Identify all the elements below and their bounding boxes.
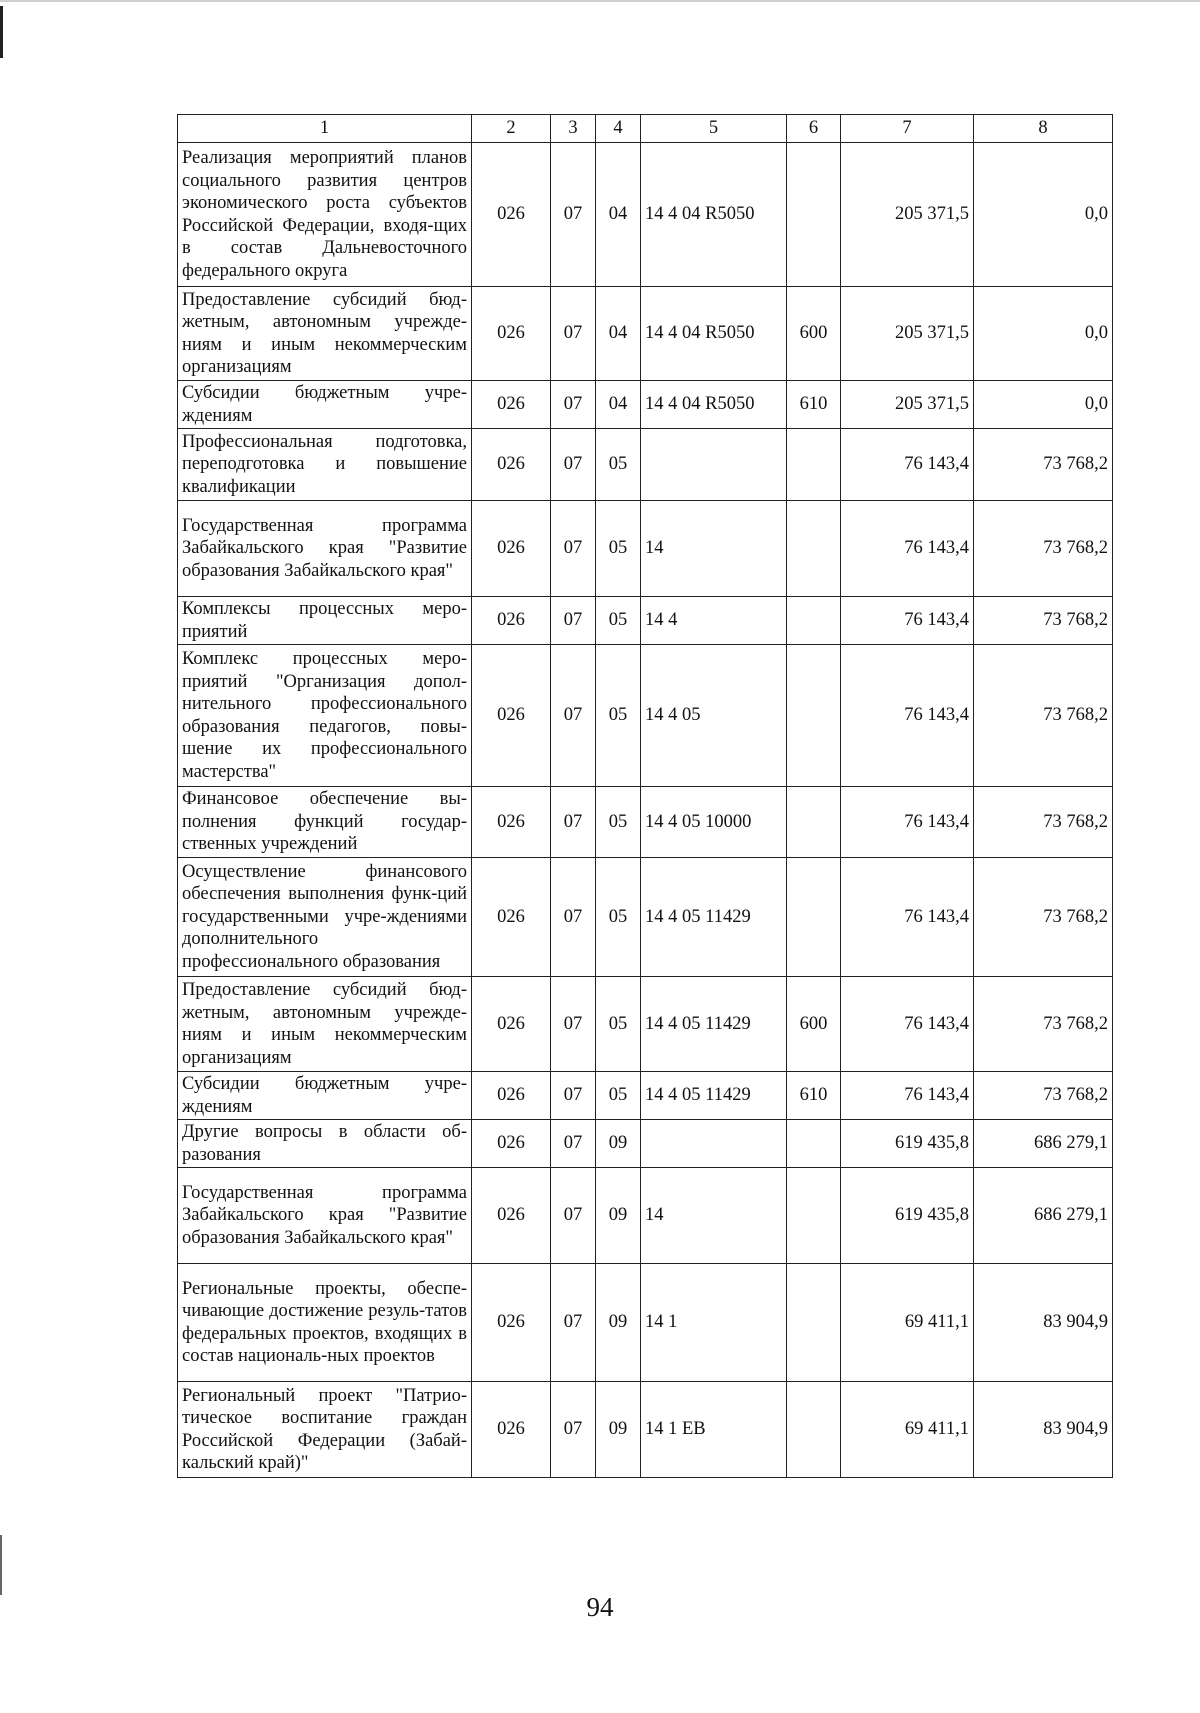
cell-target-article: 14 4 05: [641, 645, 787, 787]
cell-expense-type: 600: [787, 977, 841, 1072]
cell-ministry-code: 026: [472, 1168, 551, 1264]
cell-amount-year1: 76 143,4: [841, 787, 974, 858]
cell-amount-year1: 619 435,8: [841, 1168, 974, 1264]
table-row: [178, 858, 1113, 977]
table-row: [178, 1120, 1113, 1168]
cell-expense-type: [787, 501, 841, 597]
cell-amount-year2: 0,0: [974, 143, 1113, 287]
cell-ministry-code: 026: [472, 787, 551, 858]
cell-amount-year2: 73 768,2: [974, 429, 1113, 501]
cell-expense-type: [787, 645, 841, 787]
cell-amount-year2: 0,0: [974, 287, 1113, 381]
column-header: 4: [596, 115, 641, 143]
cell-expense-type: [787, 597, 841, 645]
cell-target-article: 14 4 04 R5050: [641, 143, 787, 287]
cell-amount-year2: 73 768,2: [974, 858, 1113, 977]
cell-section: 07: [551, 287, 596, 381]
cell-subsection: 09: [596, 1382, 641, 1478]
row-name: Комплекс процессных меро-приятий "Организация допол-нительного профессионального образования педагогов, повы-шение их профессионального мастерства": [178, 645, 472, 787]
cell-ministry-code: 026: [472, 1264, 551, 1382]
cell-section: 07: [551, 977, 596, 1072]
cell-amount-year1: 205 371,5: [841, 381, 974, 429]
row-name: Финансовое обеспечение вы-полнения функций государ-ственных учреждений: [178, 787, 472, 858]
cell-target-article: 14: [641, 1168, 787, 1264]
cell-ministry-code: 026: [472, 1072, 551, 1120]
cell-target-article: 14 4 05 10000: [641, 787, 787, 858]
row-name: Осуществление финансового обеспечения выполнения функ-ций государственными учре-ждениями дополнительного профессионального образования: [178, 858, 472, 977]
cell-amount-year1: 76 143,4: [841, 597, 974, 645]
cell-section: 07: [551, 1120, 596, 1168]
table-row: [178, 1072, 1113, 1120]
column-header: 5: [641, 115, 787, 143]
cell-expense-type: 610: [787, 1072, 841, 1120]
cell-amount-year1: 76 143,4: [841, 977, 974, 1072]
cell-target-article: 14 1 EB: [641, 1382, 787, 1478]
cell-expense-type: [787, 143, 841, 287]
cell-amount-year2: 83 904,9: [974, 1264, 1113, 1382]
cell-section: 07: [551, 1072, 596, 1120]
cell-expense-type: [787, 858, 841, 977]
cell-ministry-code: 026: [472, 287, 551, 381]
cell-subsection: 04: [596, 381, 641, 429]
cell-target-article: 14 4 05 11429: [641, 858, 787, 977]
cell-subsection: 04: [596, 287, 641, 381]
column-header: 2: [472, 115, 551, 143]
cell-ministry-code: 026: [472, 381, 551, 429]
table-row: [178, 501, 1113, 597]
cell-section: 07: [551, 429, 596, 501]
row-name: Субсидии бюджетным учре-ждениям: [178, 381, 472, 429]
cell-amount-year2: 686 279,1: [974, 1120, 1113, 1168]
page-number: 94: [586, 1592, 614, 1622]
cell-section: 07: [551, 1264, 596, 1382]
cell-amount-year2: 73 768,2: [974, 1072, 1113, 1120]
cell-expense-type: [787, 1120, 841, 1168]
row-name: Предоставление субсидий бюд-жетным, автономным учрежде-ниям и иным некоммерческим организациям: [178, 977, 472, 1072]
cell-expense-type: 610: [787, 381, 841, 429]
cell-ministry-code: 026: [472, 143, 551, 287]
cell-ministry-code: 026: [472, 501, 551, 597]
cell-section: 07: [551, 1382, 596, 1478]
table-row: [178, 1168, 1113, 1264]
row-name: Другие вопросы в области об-разования: [178, 1120, 472, 1168]
cell-amount-year1: 76 143,4: [841, 645, 974, 787]
cell-subsection: 05: [596, 645, 641, 787]
table-row: [178, 597, 1113, 645]
cell-subsection: 05: [596, 501, 641, 597]
table-row: [178, 1382, 1113, 1478]
column-header: 6: [787, 115, 841, 143]
cell-amount-year1: 69 411,1: [841, 1264, 974, 1382]
row-name: Субсидии бюджетным учре-ждениям: [178, 1072, 472, 1120]
cell-amount-year1: 205 371,5: [841, 287, 974, 381]
cell-amount-year2: 73 768,2: [974, 597, 1113, 645]
cell-expense-type: 600: [787, 287, 841, 381]
cell-amount-year2: 0,0: [974, 381, 1113, 429]
cell-subsection: 09: [596, 1264, 641, 1382]
table-row: [178, 645, 1113, 787]
cell-amount-year2: 83 904,9: [974, 1382, 1113, 1478]
cell-amount-year1: 619 435,8: [841, 1120, 974, 1168]
page-top-edge: [0, 0, 1200, 2]
cell-section: 07: [551, 787, 596, 858]
cell-section: 07: [551, 143, 596, 287]
cell-amount-year2: 73 768,2: [974, 501, 1113, 597]
cell-target-article: [641, 429, 787, 501]
cell-expense-type: [787, 1264, 841, 1382]
cell-subsection: 09: [596, 1120, 641, 1168]
cell-amount-year2: 73 768,2: [974, 645, 1113, 787]
budget-allocation-table: [177, 114, 1113, 1478]
cell-subsection: 05: [596, 977, 641, 1072]
cell-section: 07: [551, 381, 596, 429]
table-row: [178, 1264, 1113, 1382]
cell-amount-year1: 205 371,5: [841, 143, 974, 287]
cell-subsection: 09: [596, 1168, 641, 1264]
binding-mark-bottom: [0, 1535, 2, 1595]
cell-subsection: 05: [596, 597, 641, 645]
cell-amount-year1: 76 143,4: [841, 858, 974, 977]
cell-amount-year2: 686 279,1: [974, 1168, 1113, 1264]
cell-subsection: 05: [596, 787, 641, 858]
cell-target-article: 14 4 04 R5050: [641, 381, 787, 429]
cell-section: 07: [551, 501, 596, 597]
cell-amount-year1: 76 143,4: [841, 429, 974, 501]
cell-target-article: 14 1: [641, 1264, 787, 1382]
cell-expense-type: [787, 787, 841, 858]
row-name: Предоставление субсидий бюд-жетным, автономным учрежде-ниям и иным некоммерческим организациям: [178, 287, 472, 381]
column-header: 1: [178, 115, 472, 143]
table-row: [178, 787, 1113, 858]
column-header: 7: [841, 115, 974, 143]
table-row: [178, 287, 1113, 381]
row-name: Государственная программа Забайкальского края "Развитие образования Забайкальского края": [178, 1168, 472, 1264]
table-row: [178, 381, 1113, 429]
cell-section: 07: [551, 645, 596, 787]
cell-section: 07: [551, 597, 596, 645]
cell-subsection: 05: [596, 429, 641, 501]
row-name: Профессиональная подготовка, переподготовка и повышение квалификации: [178, 429, 472, 501]
cell-section: 07: [551, 1168, 596, 1264]
cell-ministry-code: 026: [472, 645, 551, 787]
cell-subsection: 04: [596, 143, 641, 287]
table-row: [178, 977, 1113, 1072]
cell-amount-year2: 73 768,2: [974, 787, 1113, 858]
cell-amount-year1: 69 411,1: [841, 1382, 974, 1478]
cell-amount-year1: 76 143,4: [841, 1072, 974, 1120]
cell-target-article: 14 4 05 11429: [641, 1072, 787, 1120]
row-name: Региональный проект "Патрио-тическое воспитание граждан Российской Федерации (Забай-кальский край)": [178, 1382, 472, 1478]
cell-target-article: [641, 1120, 787, 1168]
column-header: 3: [551, 115, 596, 143]
cell-ministry-code: 026: [472, 858, 551, 977]
table-header-row: [178, 115, 1113, 143]
cell-target-article: 14 4 05 11429: [641, 977, 787, 1072]
cell-expense-type: [787, 1168, 841, 1264]
cell-section: 07: [551, 858, 596, 977]
cell-ministry-code: 026: [472, 977, 551, 1072]
row-name: Реализация мероприятий планов социального развития центров экономического роста субъектов Российской Федерации, входя-щих в состав Дальневосточного федерального округа: [178, 143, 472, 287]
cell-amount-year1: 76 143,4: [841, 501, 974, 597]
table-row: [178, 143, 1113, 287]
cell-subsection: 05: [596, 858, 641, 977]
cell-expense-type: [787, 429, 841, 501]
cell-ministry-code: 026: [472, 429, 551, 501]
cell-target-article: 14 4 04 R5050: [641, 287, 787, 381]
cell-subsection: 05: [596, 1072, 641, 1120]
row-name: Государственная программа Забайкальского края "Развитие образования Забайкальского края": [178, 501, 472, 597]
cell-target-article: 14: [641, 501, 787, 597]
cell-ministry-code: 026: [472, 597, 551, 645]
cell-amount-year2: 73 768,2: [974, 977, 1113, 1072]
row-name: Региональные проекты, обеспе-чивающие достижение резуль-татов федеральных проектов, входящих в состав националь-ных проектов: [178, 1264, 472, 1382]
cell-expense-type: [787, 1382, 841, 1478]
table-row: [178, 429, 1113, 501]
binding-mark-top: [0, 6, 3, 58]
column-header: 8: [974, 115, 1113, 143]
row-name: Комплексы процессных меро-приятий: [178, 597, 472, 645]
cell-ministry-code: 026: [472, 1382, 551, 1478]
cell-ministry-code: 026: [472, 1120, 551, 1168]
cell-target-article: 14 4: [641, 597, 787, 645]
